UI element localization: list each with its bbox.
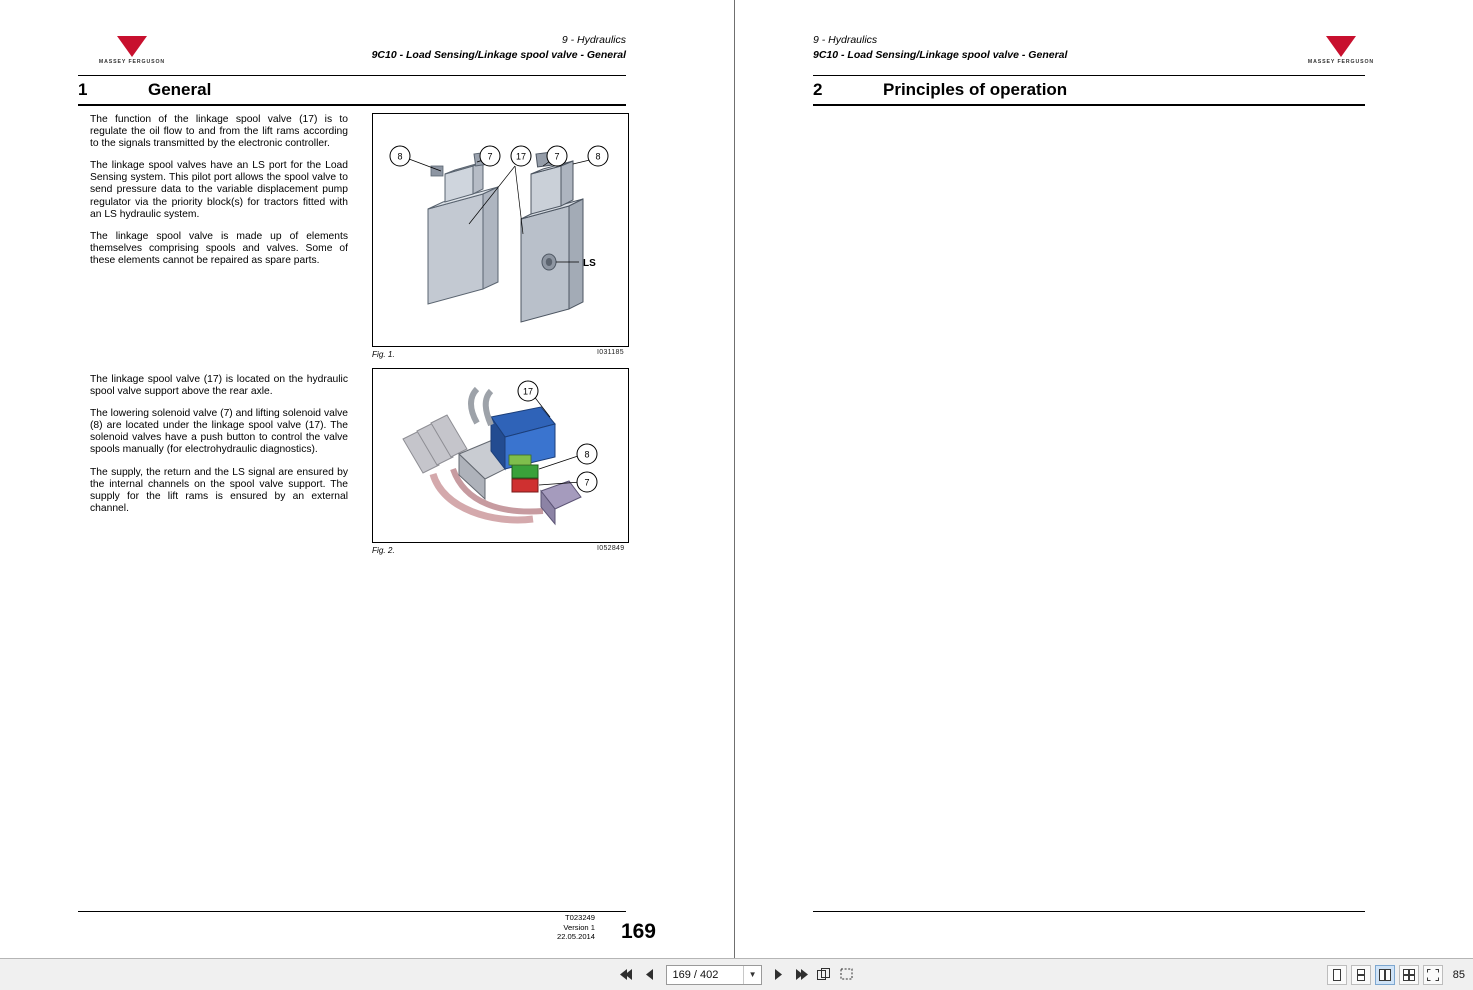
footer-date: 22.05.2014 (556, 932, 595, 942)
svg-text:LS: LS (583, 258, 596, 269)
page-number-value: 169 / 402 (672, 968, 719, 981)
header-section: 9C10 - Load Sensing/Linkage spool valve - General (813, 49, 1068, 61)
footer-rule (813, 911, 1365, 912)
svg-text:8: 8 (584, 449, 590, 460)
paragraph: The linkage spool valves have an LS port for the Load Sensing system. This pilot port allows the spool valve to send pressure data to the variable displacement pump regulator via the priority block(s) for tractors fitted with an LS hydraulic system. (90, 160, 348, 220)
footer-rule (78, 911, 626, 912)
footer-left (520, 913, 595, 942)
massey-ferguson-logo (1285, 36, 1397, 70)
title-rule (78, 104, 626, 106)
fit-page-icon[interactable] (815, 965, 834, 985)
viewer-toolbar (0, 958, 1473, 990)
header-rule (78, 75, 626, 76)
section-title-left (78, 80, 211, 100)
logo-text: MASSEY FERGUSON (98, 59, 166, 65)
logo-text: MASSEY FERGUSON (1307, 59, 1375, 65)
figure-1-caption: Fig. 1. (372, 350, 395, 359)
svg-text:7: 7 (554, 151, 560, 162)
previous-page-button[interactable] (640, 965, 659, 985)
page-left (0, 0, 735, 958)
figure-1-id: I031185 (597, 349, 624, 356)
two-page-view-button[interactable] (1375, 965, 1395, 985)
paragraph: The function of the linkage spool valve (17) is to regulate the oil flow to and from the lift rams according to the signals transmitted by the electronic controller. (90, 114, 348, 150)
next-page-button[interactable] (769, 965, 788, 985)
page-number-left: 169 (620, 920, 656, 943)
first-page-button[interactable] (617, 965, 636, 985)
svg-text:8: 8 (397, 151, 403, 162)
paragraph: The supply, the return and the LS signal are ensured by the internal channels on the spool valve support. The supply for the lift rams is ensured by an external channel. (90, 466, 348, 514)
footer-version: Version 1 (563, 922, 595, 932)
page-number-input[interactable] (666, 965, 762, 985)
page-header-left (372, 34, 626, 61)
header-chapter: 9 - Hydraulics (561, 34, 626, 46)
svg-text:7: 7 (487, 151, 493, 162)
section-number: 2 (813, 80, 823, 99)
body-text-block-1 (90, 114, 348, 277)
figure-2-caption: Fig. 2. (372, 546, 395, 555)
toolbar-view-options (1327, 965, 1465, 985)
single-page-view-button[interactable] (1327, 965, 1347, 985)
header-chapter: 9 - Hydraulics (813, 34, 878, 46)
svg-text:7: 7 (584, 477, 590, 488)
body-text-block-2 (90, 374, 348, 525)
footer-doc: T023249 (565, 913, 595, 923)
paragraph: The lowering solenoid valve (7) and lifting solenoid valve (8) are located under the linkage spool valve (17). The solenoid valves have a push button to control the valve spools manually (for electrohydraulic diagnostics). (90, 408, 348, 456)
section-title-right (813, 80, 1067, 100)
book-view-button[interactable] (1399, 965, 1419, 985)
page-header-right (813, 34, 1067, 61)
paragraph: The linkage spool valve is made up of elements themselves comprising spools and valves. Some of these elements cannot be repaired as spare parts. (90, 230, 348, 266)
svg-text:17: 17 (522, 386, 534, 397)
massey-ferguson-logo (76, 36, 188, 70)
section-heading: Principles of operation (883, 80, 1068, 99)
toolbar-navigation (617, 965, 857, 985)
figure-2-image (372, 368, 629, 543)
paragraph: The linkage spool valve (17) is located on the hydraulic spool valve support above the rear axle. (90, 374, 348, 398)
figure-1-image (372, 113, 629, 347)
title-rule (813, 104, 1365, 106)
header-section: 9C10 - Load Sensing/Linkage spool valve - General (371, 49, 626, 61)
last-page-button[interactable] (792, 965, 811, 985)
continuous-page-view-button[interactable] (1351, 965, 1371, 985)
zoom-level-value[interactable]: 85 (1452, 968, 1465, 981)
figure-2-id: I052849 (597, 545, 625, 552)
section-number: 1 (78, 80, 88, 99)
svg-text:17: 17 (515, 151, 527, 162)
section-heading: General (148, 80, 212, 99)
select-area-icon[interactable] (838, 965, 857, 985)
fullscreen-view-button[interactable] (1423, 965, 1443, 985)
header-rule (813, 75, 1365, 76)
page-right (735, 0, 1473, 958)
chevron-down-icon[interactable]: ▼ (743, 966, 759, 984)
svg-text:8: 8 (595, 151, 601, 162)
